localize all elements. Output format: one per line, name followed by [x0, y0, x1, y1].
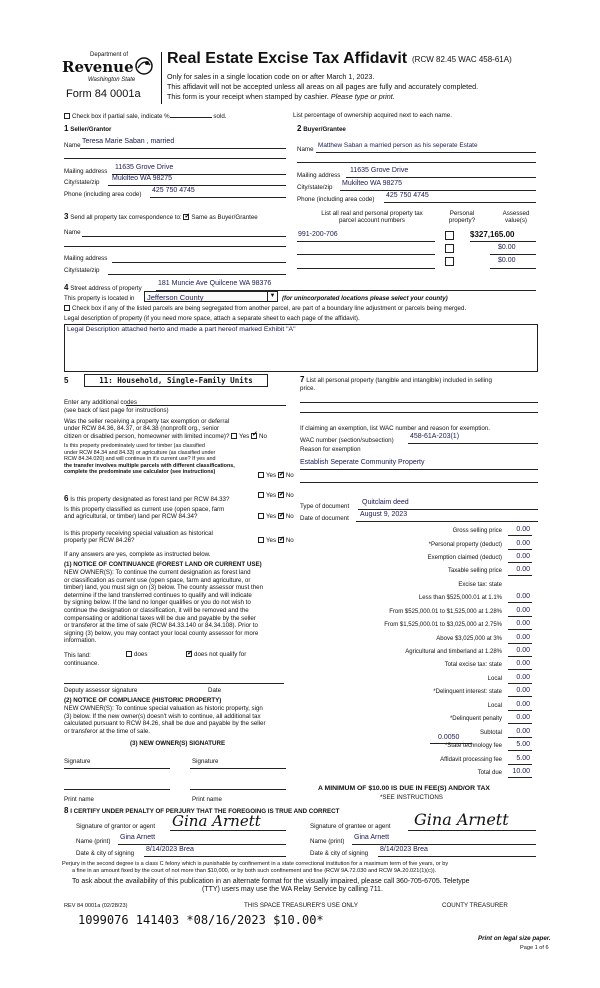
- dor-logo: [62, 52, 162, 106]
- calc-line: [508, 750, 532, 751]
- notice-line: (3) below. If the new owner(s) doesn't wish to continue, all additional tax: [64, 712, 261, 720]
- land-does-not-checkbox[interactable]: [186, 651, 192, 657]
- grantee-date-line: [378, 856, 536, 857]
- current-use-no[interactable]: [278, 513, 284, 519]
- boundary-label: Check box if any of the listed parcels are being segregated from another parcel, are part of a boundary line adjustment or parcels being merged.: [72, 305, 467, 312]
- calc-value[interactable]: 0.00: [516, 634, 530, 641]
- claim-note: If claiming an exemption, list WAC number and reason for exemption.: [300, 425, 490, 432]
- calc-value[interactable]: 0.00: [516, 714, 530, 721]
- boundary-checkbox[interactable]: [64, 305, 70, 311]
- doc-type-line: [358, 509, 538, 510]
- q-timber-no[interactable]: [278, 472, 284, 478]
- owner-print-line-1: [64, 789, 170, 790]
- buyer-mail-line: [346, 177, 536, 178]
- q-exemption: [64, 418, 267, 440]
- header-divider: [161, 52, 162, 104]
- q-exemption-no[interactable]: [251, 433, 257, 439]
- local-rate[interactable]: 0.0050: [438, 734, 460, 741]
- land-does-label: does: [134, 651, 148, 658]
- buyer-phone-line: [384, 202, 536, 203]
- forest-no[interactable]: [278, 492, 284, 498]
- calc-line: [508, 777, 532, 778]
- reason-value[interactable]: Establish Seperate Community Property: [300, 459, 425, 466]
- forest-yes[interactable]: [258, 492, 264, 498]
- street-label-text: Street address of property: [70, 285, 142, 292]
- seller-phone-line: [150, 197, 286, 198]
- grantor-date-label: Date & city of signing: [76, 850, 135, 857]
- legal-label: Legal description of property (if you need more space, attach a separate sheet to each page of the affidavit).: [64, 315, 360, 322]
- sec3-blank-line: [64, 246, 286, 247]
- notice-2-body: [64, 705, 266, 735]
- calc-label: Total excise tax: state: [444, 662, 502, 668]
- deputy-label: Deputy assessor signature: [64, 687, 138, 694]
- sec7-text: List all personal property (tangible and intangible) included in selling: [306, 377, 492, 384]
- form-title: Real Estate Excise Tax Affidavit: [167, 50, 408, 67]
- calc-line: [508, 710, 532, 711]
- calc-line: [508, 616, 532, 617]
- sub-line-3: [167, 92, 395, 101]
- owner-sig-line-1: [64, 768, 170, 769]
- minimum-note: A MINIMUM OF $10.00 IS DUE IN FEE(S) AND/OR TAX: [318, 785, 490, 792]
- certify-text: I CERTIFY UNDER PENALTY OF PERJURY THAT THE FOREGOING IS TRUE AND CORRECT: [70, 808, 340, 815]
- form-number: Form 84 0001a: [66, 88, 141, 100]
- parcel-number-1[interactable]: 991-200-706: [298, 231, 338, 238]
- assessed-value-3[interactable]: $0.00: [498, 257, 516, 264]
- doc-type-label: Type of document: [300, 503, 350, 510]
- calc-label: Taxable selling price: [447, 568, 502, 574]
- calc-label: Affidavit processing fee: [440, 757, 502, 763]
- grantee-name-line: [352, 844, 536, 845]
- notice-line: calculated pursuant to RCW 84.26, shall be due and payable by the seller: [64, 720, 266, 728]
- seller-blank-line: [64, 158, 286, 159]
- county-value: Jefferson County: [147, 293, 204, 302]
- sec3-city-label: City/state/zip: [64, 267, 100, 274]
- assessed-header: [496, 210, 536, 224]
- calc-label: Local: [487, 676, 502, 682]
- grantor-name[interactable]: Gina Arnett: [120, 834, 156, 841]
- chevron-down-icon[interactable]: ▼: [267, 292, 277, 301]
- receipt-stamp: 1099076 141403 *08/16/2023 $10.00*: [78, 913, 324, 927]
- historic-yes[interactable]: [258, 537, 264, 543]
- calc-line: [508, 562, 532, 563]
- buyer-city-label: City/state/zip: [297, 184, 333, 191]
- buyer-name-label: Name: [297, 146, 314, 153]
- seller-city[interactable]: Mukilteo WA 98275: [112, 175, 173, 182]
- notice-1-title: (1) NOTICE OF CONTINUANCE (FOREST LAND OR CURRENT USE): [64, 561, 262, 568]
- personal-prop-line-1: [300, 402, 538, 403]
- yes-label-5: Yes: [266, 537, 277, 544]
- seller-name-line: [80, 148, 286, 149]
- seller-name-label: Name: [64, 142, 81, 149]
- seller-phone[interactable]: 425 750 4745: [152, 187, 195, 194]
- grantee-sig-label: Signature of grantee or agent: [310, 823, 391, 830]
- notice-line: or transferor at the time of sale.: [64, 727, 150, 735]
- sec3-heading: [64, 212, 258, 221]
- yes-label-4: Yes: [266, 513, 277, 520]
- revenue-logo-icon: [134, 56, 154, 76]
- sec6-q3: [64, 530, 213, 545]
- use-code-box[interactable]: [84, 374, 268, 387]
- calc-label: Above $3,025,000 at 3%: [436, 636, 502, 642]
- notice-line: determine if the land transferred continues to qualify and will indicate: [64, 591, 252, 599]
- calc-line: [508, 602, 532, 603]
- sec6-q2b: and agricultural, or timber) land per RCW 84.34?: [64, 513, 198, 521]
- sec3-text: Send all property tax correspondence to:: [70, 214, 182, 221]
- buyer-blank-line: [297, 162, 536, 163]
- seller-city-line: [108, 185, 286, 186]
- notice-line: NEW OWNER(S): To continue special valuation as historic property, sign: [64, 705, 263, 712]
- calc-value[interactable]: 0.00: [516, 526, 530, 533]
- personal-h1: Personal: [449, 210, 475, 217]
- grantee-name-label: Name (print): [310, 838, 345, 845]
- revenue-wordmark: Revenue: [62, 58, 134, 76]
- personal-h2: property?: [448, 217, 476, 224]
- seller-heading: [64, 124, 111, 133]
- personal-checkbox-3[interactable]: [445, 257, 454, 266]
- calc-label: From $525,000.01 to $1,525,000 at 1.28%: [389, 609, 502, 615]
- calc-label: Excise tax: state: [458, 582, 502, 588]
- no-label-3: No: [285, 492, 294, 499]
- buyer-mail[interactable]: 11635 Grove Drive: [350, 167, 409, 174]
- sec6-q1-text: Is this property designated as forest land per RCW 84.33?: [70, 496, 230, 503]
- calc-label: *Delinquent penalty: [449, 716, 502, 722]
- assessed-line-3: [490, 268, 536, 269]
- land-does-not-row: [186, 651, 246, 658]
- buyer-heading-text: Buyer/Grantee: [303, 126, 346, 133]
- treasurer-use: THIS SPACE TREASURER'S USE ONLY: [244, 902, 358, 909]
- calc-line: [508, 549, 532, 550]
- notice-line: signing (3) below, you may contact your local county assessor for more: [64, 629, 259, 637]
- parcel-line-2: [297, 254, 435, 255]
- sec6-q3b: property per RCW 84.26?: [64, 537, 135, 545]
- sec3-mail-line: [112, 262, 286, 263]
- seller-phone-label: Phone (including area code): [64, 191, 142, 198]
- parcel-line-3: [297, 268, 435, 269]
- same-as-buyer-checkbox[interactable]: [183, 214, 189, 220]
- owner-sig-line-2: [190, 768, 286, 769]
- calc-line: [508, 696, 532, 697]
- sub-line-2: This affidavit will not be accepted unless all areas on all pages are fully and accurately completed.: [167, 82, 479, 91]
- sub-line-3-print: Please type or print.: [330, 92, 395, 101]
- sec3-mail-label: Mailing address: [64, 255, 108, 262]
- calc-label: Local: [487, 703, 502, 709]
- buyer-num: 2: [297, 124, 302, 133]
- grantee-sig-line: [408, 830, 536, 831]
- seller-name[interactable]: Teresa Marie Saban , married: [82, 138, 175, 145]
- seller-mail[interactable]: 11635 Grove Drive: [115, 164, 174, 171]
- sec4-num: 4: [64, 283, 69, 292]
- assessed-line-1: [470, 241, 536, 242]
- q2e: complete the predominate use calculator (see instructions): [64, 469, 216, 476]
- current-use-yes[interactable]: [258, 513, 264, 519]
- personal-prop-line-2: [300, 412, 538, 413]
- owner-print-label-2: Print name: [192, 796, 222, 803]
- parcel-line-1: [297, 241, 435, 242]
- q-timber-answers: [258, 472, 294, 479]
- seller-mail-label: Mailing address: [64, 168, 108, 175]
- calc-line: [508, 669, 532, 670]
- calc-line: [508, 535, 532, 536]
- deputy-line: [64, 683, 284, 684]
- add-codes-line: [126, 405, 286, 406]
- owner-sig-label-2: Signature: [192, 758, 219, 765]
- sec6-q2: [64, 506, 224, 521]
- partial-sale-row: [64, 113, 227, 120]
- page-number: Page 1 of 6: [520, 945, 549, 951]
- notice-1-body: [64, 569, 263, 645]
- owner-print-line-2: [190, 789, 286, 790]
- sec7-line1: [300, 376, 492, 385]
- doc-type[interactable]: Quitclaim deed: [362, 499, 409, 506]
- sec7-num: 7: [300, 375, 305, 384]
- personal-checkbox-2[interactable]: [445, 244, 454, 253]
- wac-line: [408, 443, 538, 444]
- buyer-city-line: [340, 190, 536, 191]
- calc-value[interactable]: 0.00: [516, 674, 530, 681]
- notice-line: information.: [64, 637, 97, 645]
- calc-value[interactable]: 0.00: [516, 566, 530, 573]
- calc-value[interactable]: 5.00: [516, 741, 530, 748]
- notice-line: or transferor at the time of sale (RCW 84.33.140 or 84.34.108). Prior to: [64, 622, 258, 630]
- sec7-heading: [300, 376, 492, 392]
- notice-line: NEW OWNER(S): To continue the current designation as forest land: [64, 569, 251, 576]
- calc-label: Less than $525,000.01 at 1.1%: [418, 595, 502, 601]
- seller-city-label: City/state/zip: [64, 179, 100, 186]
- calc-label: *Personal property (deduct): [428, 542, 502, 548]
- grantee-signature[interactable]: Gina Arnett: [414, 810, 509, 829]
- assessed-h2: value(s): [504, 217, 527, 224]
- reason-label: Reason for exemption: [300, 446, 361, 453]
- partial-sold-label: sold.: [213, 113, 227, 120]
- buyer-phone-label: Phone (including area code): [297, 196, 375, 203]
- wac-label: WAC number (section/subsection): [300, 437, 394, 444]
- location-note: (for unincorporated locations please select your county): [282, 295, 448, 302]
- see-instructions: *SEE INSTRUCTIONS: [380, 794, 443, 801]
- calc-label: Exemption claimed (deduct): [427, 555, 502, 561]
- no-label-2: No: [285, 472, 294, 479]
- calc-label: *State technology fee: [444, 743, 502, 749]
- calc-value[interactable]: 0.00: [516, 660, 530, 667]
- calc-line: [508, 643, 532, 644]
- yes-label-3: Yes: [266, 492, 277, 499]
- historic-no[interactable]: [278, 537, 284, 543]
- buyer-name-line: [316, 152, 536, 153]
- land-does-checkbox[interactable]: [126, 651, 132, 657]
- q1b: under RCW 84.36, 84.37, or 84.38 (nonprofit org., senior: [64, 425, 220, 433]
- calc-label: Subtotal: [479, 730, 502, 736]
- q-exemption-yes[interactable]: [231, 433, 237, 439]
- perjury-1: Perjury in the second degree is a class C felony which is punishable by confinement in a state correctional institution for a maximum term of five years, or by: [62, 861, 449, 867]
- grantor-date[interactable]: 8/14/2023 Brea: [146, 846, 194, 853]
- sec7-text2: price.: [300, 384, 316, 392]
- washington-state-label: Washington State: [88, 77, 136, 83]
- grantor-sig-label: Signature of grantor or agent: [76, 823, 156, 830]
- calc-value[interactable]: 0.00: [516, 607, 530, 614]
- buyer-name[interactable]: Matthew Saban a married person as his seperate Estate: [318, 142, 478, 149]
- buyer-city[interactable]: Mukilteo WA 98275: [342, 180, 403, 187]
- grantor-name-line: [118, 844, 286, 845]
- assessed-line-2: [490, 254, 536, 255]
- yes-label: Yes: [239, 432, 250, 440]
- list-percentage-note: List percentage of ownership acquired next to each name.: [293, 112, 452, 119]
- parcel-h1b: parcel account numbers: [338, 217, 406, 224]
- assessed-h1: Assessed: [502, 210, 530, 217]
- buyer-phone[interactable]: 425 750 4745: [386, 192, 429, 199]
- dept-of-label: Department of: [90, 52, 129, 58]
- calc-value[interactable]: 0.00: [516, 701, 530, 708]
- sec5-num: 5: [64, 376, 69, 385]
- q-timber: [64, 443, 235, 476]
- no-label-4: No: [285, 513, 294, 520]
- notice-2-title: (2) NOTICE OF COMPLIANCE (HISTORIC PROPERTY): [64, 697, 222, 704]
- perjury-2: a fine in an amount fixed by the court of not more than $10,000, or by both such confinement and fine (RCW 9A.72.030 and RCW 9A.20.021(1)(c)).: [72, 868, 437, 874]
- wac-number[interactable]: 458-61A-203(1): [410, 433, 460, 440]
- q2b: under RCW 84.34 and 84.33) or agriculture (as classified under: [64, 449, 216, 456]
- calc-label: *Delinquent interest: state: [433, 689, 502, 695]
- calc-value[interactable]: 0.00: [516, 728, 530, 735]
- reason-line-2: [300, 482, 538, 483]
- continuance-label: continuance.: [64, 660, 100, 667]
- q-timber-yes[interactable]: [258, 472, 264, 478]
- deputy-date-label: Date: [208, 687, 222, 694]
- grantor-date-line: [144, 856, 286, 857]
- alt-format-1: To ask about the availability of this publication in an alternate format for the visually impaired, please call 360-705-6705. Teletype: [72, 878, 470, 885]
- boundary-row: [64, 305, 466, 312]
- calc-value[interactable]: 10.00: [512, 768, 530, 775]
- grantor-name-label: Name (print): [76, 838, 111, 845]
- seller-heading-text: Seller/Grantor: [70, 126, 112, 133]
- calc-line: [508, 764, 532, 765]
- grantee-date[interactable]: 8/14/2023 Brea: [380, 846, 428, 853]
- grantee-date-label: Date & city of signing: [310, 850, 369, 857]
- sec6-num: 6: [64, 494, 69, 503]
- owner-sig-label-1: Signature: [64, 758, 91, 765]
- assessed-value-2[interactable]: $0.00: [498, 244, 516, 251]
- buyer-heading: [297, 124, 346, 133]
- location-label: This property is located in: [64, 295, 135, 302]
- calc-line: [508, 723, 532, 724]
- calc-line: [508, 737, 532, 738]
- parcel-header: [302, 210, 442, 224]
- form-rcw: (RCW 82.45 WAC 458-61A): [412, 55, 512, 64]
- buyer-mail-label: Mailing address: [297, 172, 341, 179]
- q1a: Was the seller receiving a property tax exemption or deferral: [64, 418, 230, 425]
- calc-label: Gross selling price: [452, 528, 502, 534]
- street-label: [64, 283, 142, 292]
- alt-format-2: (TTY) users may use the WA Relay Service by calling 711.: [202, 886, 383, 893]
- notice-line: by signing below. If the land no longer qualifies or you do not wish to: [64, 599, 251, 607]
- same-as-buyer-label: Same as Buyer/Grantee: [191, 214, 258, 221]
- street-address[interactable]: 181 Muncie Ave Quilcene WA 98376: [158, 280, 272, 287]
- legal-paper-note: Print on legal size paper.: [478, 935, 551, 942]
- sec8-num: 8: [64, 806, 69, 815]
- owner-print-label-1: Print name: [64, 796, 94, 803]
- doc-date-line: [356, 521, 538, 522]
- calc-value[interactable]: 0.00: [516, 647, 530, 654]
- calc-value[interactable]: 0.00: [516, 620, 530, 627]
- personal-header: [440, 210, 484, 224]
- notice-line: compensating or additional taxes will be due and payable by the seller: [64, 614, 256, 622]
- grantee-name[interactable]: Gina Arnett: [354, 834, 390, 841]
- calc-value[interactable]: 0.00: [516, 593, 530, 600]
- q1c: citizen or disabled person, homeowner with limited income)?: [64, 432, 230, 440]
- no-label-5: No: [285, 537, 294, 544]
- sec3-name-line: [82, 236, 286, 237]
- parcel-h1: List all real and personal property tax: [321, 210, 423, 217]
- notice-line: timber) land, you must sign on (3) below. The county assessor must then: [64, 584, 264, 592]
- reason-line: [300, 469, 538, 470]
- calc-line: [508, 629, 532, 630]
- q2d: the transfer involves multiple parcels with different classifications,: [64, 462, 235, 469]
- calc-value[interactable]: 0.00: [516, 687, 530, 694]
- notice-3-title: (3) NEW OWNER(S) SIGNATURE: [130, 740, 226, 747]
- calc-value[interactable]: 5.00: [516, 755, 530, 762]
- land-does-not-label: does not qualify for: [194, 651, 247, 658]
- partial-sale-label: Check box if partial sale, indicate %: [72, 113, 170, 120]
- sec6-q3a: Is this property receiving special valuation as historical: [64, 530, 213, 537]
- calc-label: From $1,525,000.01 to $3,025,000 at 2.75%: [384, 622, 502, 628]
- add-codes-label: Enter any additional codes: [64, 399, 137, 406]
- sub-line-3-text: This form is your receipt when stamped by cashier.: [167, 92, 329, 101]
- doc-date[interactable]: August 9, 2023: [360, 511, 408, 518]
- use-code-value: 11: Household, Single-Family Units: [99, 376, 253, 385]
- calc-label: Agricultural and timberland at 1.28%: [405, 649, 502, 655]
- calc-line: [508, 683, 532, 684]
- yes-label-2: Yes: [266, 472, 277, 479]
- doc-date-label: Date of document: [300, 515, 349, 522]
- q2a: Is this property predominately used for timber (as classified: [64, 443, 205, 449]
- q2c: RCW 84.34.020) and will continue in it's current use? If yes and: [64, 456, 216, 463]
- sec6-q1: [64, 494, 229, 503]
- sec6-q3-answers: [258, 537, 294, 544]
- legal-description: Legal Description attached herto and made a part hereof marked Exhibit "A": [67, 326, 296, 333]
- assessed-value-1[interactable]: $327,165.00: [470, 230, 515, 239]
- rev-number: REV 84 0001a (02/28/23): [64, 903, 128, 909]
- partial-sale-checkbox[interactable]: [64, 113, 70, 119]
- calc-value[interactable]: 0.00: [516, 553, 530, 560]
- local-rate-line: [430, 743, 472, 744]
- legal-description-box[interactable]: [64, 324, 538, 372]
- calc-line: [508, 656, 532, 657]
- sub-line-1: Only for sales in a single location code on or after March 1, 2023.: [167, 72, 375, 81]
- grantor-signature[interactable]: Gina Arnett: [172, 812, 261, 830]
- notice-line: continue the designation or classification, it will be removed and the: [64, 606, 249, 614]
- q1c-row: [64, 433, 267, 440]
- personal-checkbox-1[interactable]: [445, 231, 454, 240]
- calc-value[interactable]: 0.00: [516, 540, 530, 547]
- county-select[interactable]: [144, 291, 278, 302]
- calc-line: [508, 575, 532, 576]
- if-yes-note: If any answers are yes, complete as instructed below.: [64, 551, 211, 558]
- land-does-row: [126, 651, 147, 658]
- calc-label: Total due: [477, 770, 502, 776]
- sec3-name-label: Name: [64, 229, 81, 236]
- county-treasurer: COUNTY TREASURER: [442, 902, 508, 909]
- sec6-q2a: Is this property classified as current use (open space, farm: [64, 506, 225, 513]
- sec3-city-line: [108, 274, 286, 275]
- notice-line: or classification as current use (open space, farm and agriculture, or: [64, 576, 251, 584]
- see-back-note: (see back of last page for instructions): [64, 407, 169, 414]
- seller-num: 1: [64, 124, 69, 133]
- this-land-label: This land:: [64, 652, 91, 659]
- sec6-q2-answers: [258, 513, 294, 520]
- sec6-q1-answers: [258, 492, 294, 499]
- grantor-sig-line: [170, 830, 286, 831]
- no-label: No: [259, 432, 267, 440]
- sec3-num: 3: [64, 212, 69, 221]
